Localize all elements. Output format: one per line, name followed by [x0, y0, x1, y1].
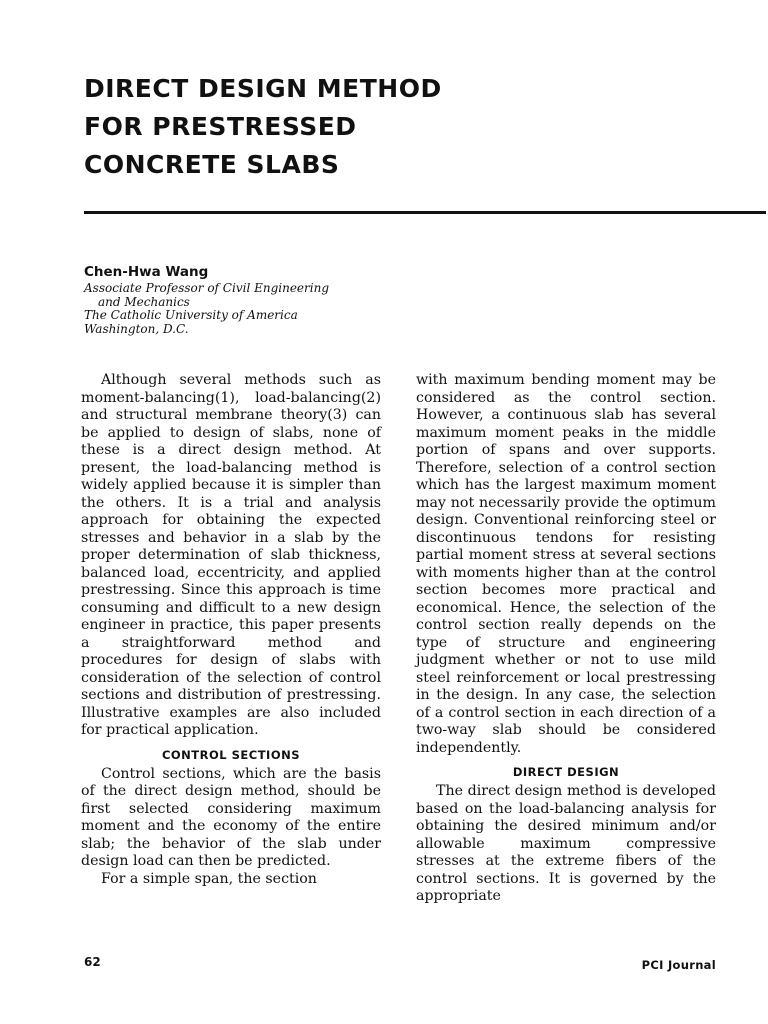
author-affiliation-line: Associate Professor of Civil Engineering — [84, 281, 330, 295]
title-rule — [84, 211, 766, 214]
page-number: 62 — [84, 955, 101, 969]
author-affiliation-line: The Catholic University of America — [84, 308, 298, 322]
section-heading-control-sections: CONTROL SECTIONS — [161, 747, 301, 762]
control-paragraph-1: Control sections, which are the basis of the direct design method, should be first selected considering maximum moment and the economy of the entire slab; the behavior of the slab under design load can then be predicted. — [81, 765, 381, 869]
author-affiliation-line: Washington, D.C. — [84, 321, 189, 336]
journal-name: PCI Journal — [641, 958, 716, 972]
title-line-3: CONCRETE SLABS — [84, 150, 340, 179]
right-column — [416, 372, 716, 906]
author-name: Chen-Hwa Wang — [84, 264, 209, 280]
author-block — [84, 264, 404, 336]
intro-paragraph: Although several methods such as moment-balancing(1), load-balancing(2) and structural membrane theory(3) can be applied to design of slabs, none of these is a direct design method. At present, the load-balancing method is widely applied because it is simpler than the others. It is a trial and analysis approach for obtaining the expected stresses and behavior in a slab by the proper determination of slab thickness, balanced load, eccentricity, and applied prestressing. Since this approach is time consuming and difficult to a new design engineer in practice, this paper presents a straightforward method and procedures for design of slabs with consideration of the selection of control sections and distribution of prestressing. Illustrative examples are also included for practical application. — [81, 372, 381, 738]
section-heading-direct-design: DIRECT DESIGN — [512, 765, 620, 779]
title-line-1: DIRECT DESIGN METHOD — [84, 74, 442, 103]
control-paragraph-2-start: For a simple span, the section — [101, 870, 317, 887]
title-line-2: FOR PRESTRESSED — [84, 112, 357, 141]
paper-title — [84, 70, 644, 184]
left-column — [81, 372, 381, 888]
control-paragraph-2-continued: with maximum bending moment may be considered as the control section. However, a continuous slab has several maximum moment peaks in the middle portion of spans and over supports. Therefore, selection of a control section which has the largest maximum moment may not necessarily provide the optimum design. Conventional reinforcing steel or discontinuous tendons for resisting partial moment stress at several sections with moments higher than at the control section becomes more practical and economical. Hence, the selection of the control section really depends on the type of structure and engineering judgment whether or not to use mild steel reinforcement or local prestressing in the design. In any case, the selection of a control section in each direction of a two-way slab should be considered independently. — [416, 372, 716, 756]
author-affiliation-line: and Mechanics — [98, 294, 190, 309]
direct-paragraph-1: The direct design method is developed based on the load-balancing analysis for obtaining the desired minimum and/or allowable maximum compressive stresses at the extreme fibers of the control sections. It is governed by the appropriate — [416, 783, 716, 904]
